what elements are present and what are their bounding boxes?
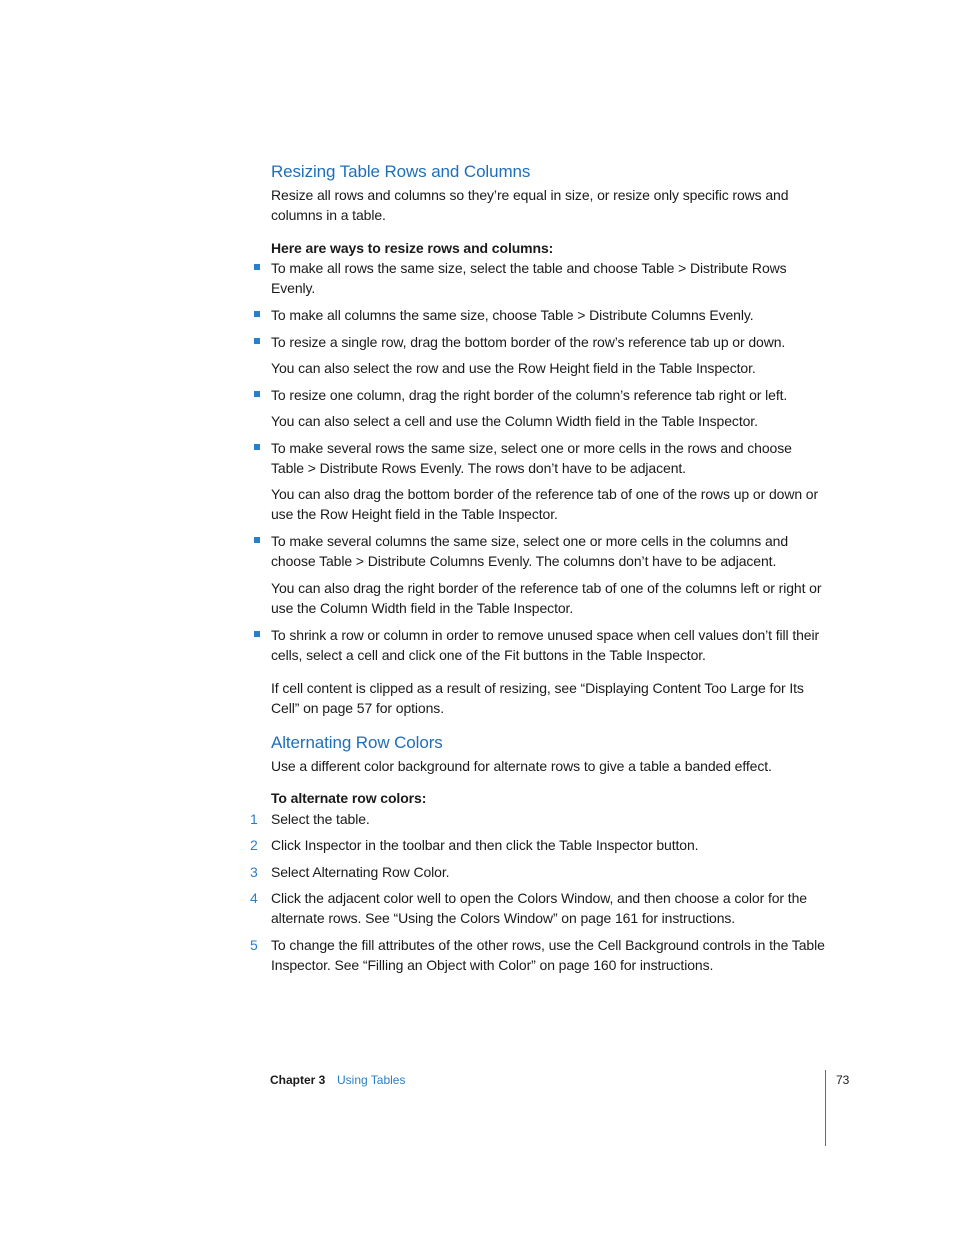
list-item-note: You can also drag the right border of the reference tab of one of the columns left or right or use the Column Width field in the Table Inspector. xyxy=(271,580,822,616)
step-number: 1 xyxy=(250,811,258,827)
section-outro: If cell content is clipped as a result of resizing, see “Displaying Content Too Large for Its Cell” on page 57 for options. xyxy=(271,680,804,716)
list-item: To make several rows the same size, select one or more cells in the rows and choose Table > Distribute Rows Evenly. The rows don’t have to be adjacent. xyxy=(271,440,792,476)
list-item: To resize a single row, drag the bottom border of the row’s reference tab up or down. xyxy=(271,334,786,350)
bullet-icon xyxy=(254,338,260,344)
bullet-icon xyxy=(254,631,260,637)
list-item-note: You can also select a cell and use the Column Width field in the Table Inspector. xyxy=(271,413,758,429)
step-item: Click the adjacent color well to open the Colors Window, and then choose a color for the alternate rows. See “Using the Colors Window” on page 161 for instructions. xyxy=(271,890,807,926)
list-lead: Here are ways to resize rows and columns: xyxy=(271,240,554,256)
list-item: To make several columns the same size, select one or more cells in the columns and choose Table > Distribute Columns Evenly. The columns don’t have to be adjacent. xyxy=(271,533,789,569)
page-number: 73 xyxy=(836,1073,850,1087)
step-number: 2 xyxy=(250,837,258,853)
step-number: 5 xyxy=(250,937,258,953)
list-item: To resize one column, drag the right border of the column’s reference tab right or left. xyxy=(271,387,788,403)
footer-chapter-title: Using Tables xyxy=(337,1073,406,1087)
step-number: 3 xyxy=(250,864,258,880)
step-item: Select the table. xyxy=(271,811,370,827)
footer-divider xyxy=(825,1070,826,1146)
step-item: Click Inspector in the toolbar and then click the Table Inspector button. xyxy=(271,837,699,853)
step-item: To change the fill attributes of the other rows, use the Cell Background controls in the Table Inspector. See “Filling an Object with Color” on page 160 for instructions. xyxy=(271,937,825,973)
list-item-note: You can also drag the bottom border of the reference tab of one of the rows up or down or use the Row Height field in the Table Inspector. xyxy=(271,486,819,522)
bullet-icon xyxy=(254,537,260,543)
bullet-icon xyxy=(254,264,260,270)
list-item-note: You can also select the row and use the Row Height field in the Table Inspector. xyxy=(271,360,756,376)
list-item: To make all rows the same size, select the table and choose Table > Distribute Rows Evenly. xyxy=(271,260,787,296)
list-item: To shrink a row or column in order to remove unused space when cell values don’t fill their cells, select a cell and click one of the Fit buttons in the Table Inspector. xyxy=(271,627,820,663)
section-intro: Use a different color background for alternate rows to give a table a banded effect. xyxy=(271,758,772,774)
steps-lead: To alternate row colors: xyxy=(271,790,427,806)
section-heading-alternating: Alternating Row Colors xyxy=(271,733,443,752)
bullet-icon xyxy=(254,311,260,317)
footer-chapter: Chapter 3 xyxy=(270,1073,326,1087)
step-number: 4 xyxy=(250,890,258,906)
section-intro: Resize all rows and columns so they’re equal in size, or resize only specific rows and columns in a table. xyxy=(271,187,789,223)
list-item: To make all columns the same size, choose Table > Distribute Columns Evenly. xyxy=(271,307,754,323)
bullet-icon xyxy=(254,391,260,397)
section-heading-resizing: Resizing Table Rows and Columns xyxy=(271,162,531,181)
step-item: Select Alternating Row Color. xyxy=(271,864,450,880)
bullet-icon xyxy=(254,444,260,450)
